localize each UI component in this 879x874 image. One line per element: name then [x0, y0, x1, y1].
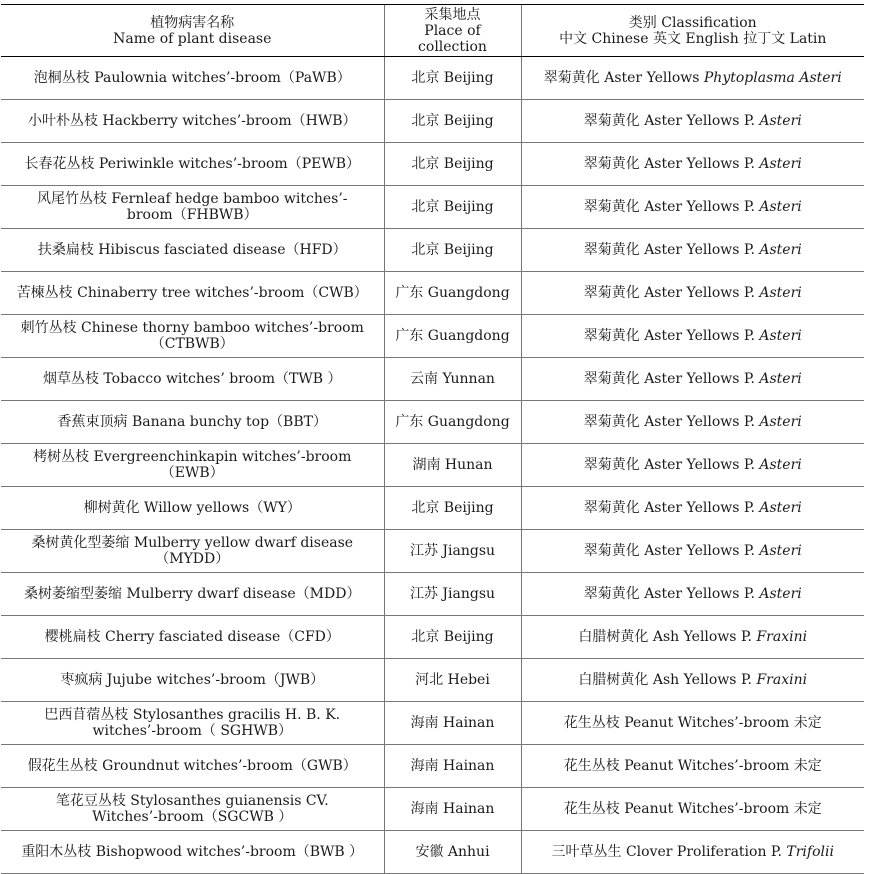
disease-name: 笔花豆丛枝 Stylosanthes guianensis CV. [55, 793, 329, 809]
collection-place: 海南 Hainan [384, 745, 521, 788]
classification-cell [521, 487, 864, 530]
collection-place: 北京 Beijing [384, 57, 521, 100]
classification-cell [521, 100, 864, 143]
table-row [1, 616, 864, 659]
disease-name-continued: witches’-broom（ SGHWB） [92, 723, 292, 739]
classification-common-name: 翠菊黄化 Aster Yellows P. [583, 156, 760, 172]
classification-common-name: 翠菊黄化 Aster Yellows P. [583, 113, 760, 129]
collection-place: 北京 Beijing [384, 100, 521, 143]
collection-place: 江苏 Jiangsu [384, 530, 521, 573]
disease-name-cell [1, 573, 384, 616]
disease-name-continued: Witches’-broom（SGCWB ） [92, 809, 293, 825]
classification-cell [521, 143, 864, 186]
classification-common-name: 翠菊黄化 Aster Yellows [543, 70, 704, 86]
classification-latin-name: Asteri [759, 156, 802, 172]
classification-latin-name: Phytoplasma Asteri [703, 70, 842, 86]
table-row [1, 358, 864, 401]
classification-common-name: 翠菊黄化 Aster Yellows P. [583, 414, 760, 430]
collection-place: 广东 Guangdong [384, 272, 521, 315]
classification-cell [521, 788, 864, 831]
table-row [1, 229, 864, 272]
table-row [1, 186, 864, 229]
collection-place: 北京 Beijing [384, 229, 521, 272]
classification-latin-name: Asteri [759, 500, 802, 516]
classification-latin-name: Asteri [759, 414, 802, 430]
disease-name: 长春花丛枝 Periwinkle witches’-broom（PEWB） [24, 156, 361, 172]
header-classification [521, 5, 864, 57]
collection-place: 北京 Beijing [384, 487, 521, 530]
classification-cell [521, 659, 864, 702]
header-disease-name-zh: 植物病害名称 [150, 14, 235, 31]
classification-cell [521, 530, 864, 573]
disease-name: 烟草丛枝 Tobacco witches’ broom（TWB ） [42, 371, 342, 387]
header-disease-name [1, 5, 384, 57]
disease-name: 桑树萎缩型萎缩 Mulberry dwarf disease（MDD） [24, 586, 361, 602]
disease-name: 小叶朴丛枝 Hackberry witches’-broom（HWB） [27, 113, 357, 129]
disease-name-cell [1, 229, 384, 272]
header-disease-name-en: Name of plant disease [113, 30, 272, 47]
classification-common-name: 白腊树黄化 Ash Yellows P. [578, 672, 757, 688]
table-row [1, 401, 864, 444]
classification-latin-name: Fraxini [756, 672, 808, 688]
classification-common-name: 白腊树黄化 Ash Yellows P. [578, 629, 757, 645]
classification-latin-name: Asteri [759, 328, 802, 344]
table-row [1, 702, 864, 745]
disease-name: 刺竹丛枝 Chinese thorny bamboo witches’-broom [20, 320, 364, 336]
classification-cell [521, 444, 864, 487]
classification-cell [521, 401, 864, 444]
disease-name-cell [1, 315, 384, 358]
collection-place: 安徽 Anhui [384, 831, 521, 874]
table-row [1, 315, 864, 358]
disease-name-cell [1, 100, 384, 143]
disease-name: 桑树黄化型萎缩 Mulberry yellow dwarf disease [31, 535, 354, 551]
collection-place: 江苏 Jiangsu [384, 573, 521, 616]
classification-common-name: 翠菊黄化 Aster Yellows P. [583, 500, 760, 516]
disease-name-cell [1, 186, 384, 229]
classification-cell [521, 186, 864, 229]
classification-latin-name: Asteri [759, 543, 802, 559]
disease-name-cell [1, 487, 384, 530]
classification-latin-name: Fraxini [756, 629, 808, 645]
classification-cell [521, 745, 864, 788]
disease-name: 柳树黄化 Willow yellows（WY） [83, 500, 301, 516]
disease-name-cell [1, 659, 384, 702]
classification-common-name: 翠菊黄化 Aster Yellows P. [583, 199, 760, 215]
table-row [1, 57, 864, 100]
classification-cell [521, 831, 864, 874]
classification-cell [521, 616, 864, 659]
collection-place: 北京 Beijing [384, 186, 521, 229]
collection-place: 广东 Guangdong [384, 315, 521, 358]
classification-cell [521, 702, 864, 745]
header-classification-zh: 类别 Classification [628, 14, 757, 31]
disease-name-continued: （MYDD） [155, 551, 230, 567]
table-row [1, 530, 864, 573]
classification-latin-name: Trifolii [786, 844, 834, 860]
header-place [384, 5, 521, 57]
classification-common-name: 翠菊黄化 Aster Yellows P. [583, 586, 760, 602]
classification-cell [521, 272, 864, 315]
classification-latin-name: Asteri [759, 199, 802, 215]
disease-name: 重阳木丛枝 Bishopwood witches’-broom（BWB ） [21, 844, 364, 860]
table-row [1, 745, 864, 788]
classification-latin-name: Asteri [759, 457, 802, 473]
classification-common-name: 花生丛枝 Peanut Witches’-broom 未定 [563, 715, 822, 731]
disease-name: 风尾竹丛枝 Fernleaf hedge bamboo witches’- [36, 191, 348, 207]
disease-name-cell [1, 530, 384, 573]
classification-common-name: 花生丛枝 Peanut Witches’-broom 未定 [563, 758, 822, 774]
table-row [1, 487, 864, 530]
disease-name: 栲树丛枝 Evergreenchinkapin witches’-broom [33, 449, 352, 465]
classification-common-name: 翠菊黄化 Aster Yellows P. [583, 371, 760, 387]
classification-common-name: 翠菊黄化 Aster Yellows P. [583, 285, 760, 301]
collection-place: 北京 Beijing [384, 616, 521, 659]
header-place-zh: 采集地点 [424, 6, 481, 23]
disease-name: 樱桃扁枝 Cherry fasciated disease（CFD） [44, 629, 340, 645]
disease-name-cell [1, 272, 384, 315]
classification-cell [521, 57, 864, 100]
classification-latin-name: Asteri [759, 285, 802, 301]
disease-name: 香蕉束顶病 Banana bunchy top（BBT） [57, 414, 327, 430]
collection-place: 海南 Hainan [384, 702, 521, 745]
disease-name-continued: （EWB） [160, 465, 224, 481]
classification-cell [521, 315, 864, 358]
disease-name-cell [1, 444, 384, 487]
disease-name-cell [1, 745, 384, 788]
disease-name-cell [1, 702, 384, 745]
collection-place: 广东 Guangdong [384, 401, 521, 444]
collection-place: 北京 Beijing [384, 143, 521, 186]
disease-name: 泡桐丛枝 Paulownia witches’-broom（PaWB） [33, 70, 351, 86]
classification-cell [521, 358, 864, 401]
classification-common-name: 三叶草丛生 Clover Proliferation P. [551, 844, 787, 860]
header-classification-en: 中文 Chinese 英文 English 拉丁文 Latin [559, 30, 827, 47]
disease-name-continued: （CTBWB） [150, 336, 234, 352]
disease-name-cell [1, 788, 384, 831]
table-row [1, 444, 864, 487]
disease-name: 枣疯病 Jujube witches’-broom（JWB） [60, 672, 325, 688]
table-row [1, 659, 864, 702]
collection-place: 云南 Yunnan [384, 358, 521, 401]
disease-table [1, 4, 864, 874]
classification-cell [521, 573, 864, 616]
table-row [1, 143, 864, 186]
classification-common-name: 翠菊黄化 Aster Yellows P. [583, 543, 760, 559]
disease-name: 扶桑扁枝 Hibiscus fasciated disease（HFD） [37, 242, 347, 258]
classification-latin-name: Asteri [759, 586, 802, 602]
collection-place: 河北 Hebei [384, 659, 521, 702]
classification-latin-name: Asteri [759, 371, 802, 387]
classification-common-name: 翠菊黄化 Aster Yellows P. [583, 328, 760, 344]
table-row [1, 573, 864, 616]
classification-common-name: 花生丛枝 Peanut Witches’-broom 未定 [563, 801, 822, 817]
disease-name-cell [1, 358, 384, 401]
classification-latin-name: Asteri [759, 242, 802, 258]
table-row [1, 100, 864, 143]
table-row [1, 788, 864, 831]
collection-place: 湖南 Hunan [384, 444, 521, 487]
disease-name: 巴西苜蓿丛枝 Stylosanthes gracilis H. B. K. [44, 707, 341, 723]
collection-place: 海南 Hainan [384, 788, 521, 831]
header-place-en: Place of collection [418, 22, 487, 55]
disease-name: 苦楝丛枝 Chinaberry tree witches’-broom（CWB） [16, 285, 368, 301]
disease-name: 假花生丛枝 Groundnut witches’-broom（GWB） [27, 758, 357, 774]
disease-name-cell [1, 616, 384, 659]
disease-name-cell [1, 401, 384, 444]
classification-common-name: 翠菊黄化 Aster Yellows P. [583, 242, 760, 258]
disease-name-cell [1, 831, 384, 874]
header-row [1, 5, 864, 57]
table-row [1, 272, 864, 315]
classification-latin-name: Asteri [759, 113, 802, 129]
disease-name-continued: broom（FHBWB） [126, 207, 258, 223]
classification-cell [521, 229, 864, 272]
disease-name-cell [1, 57, 384, 100]
classification-common-name: 翠菊黄化 Aster Yellows P. [583, 457, 760, 473]
disease-name-cell [1, 143, 384, 186]
table-row [1, 831, 864, 874]
